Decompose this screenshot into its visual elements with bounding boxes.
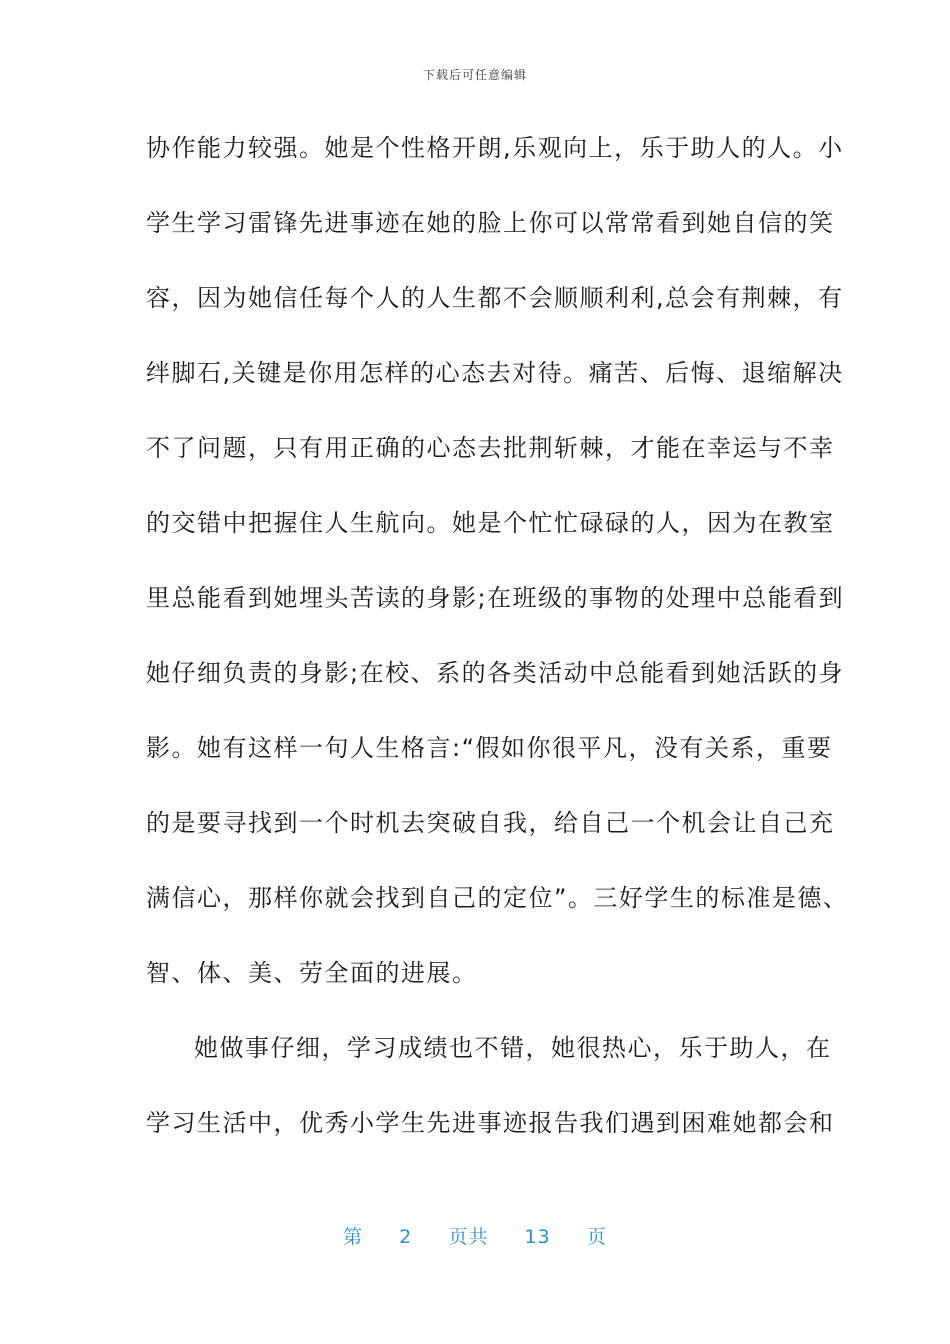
total-pages-number: 13	[524, 1226, 551, 1248]
page-number-footer	[0, 1222, 950, 1249]
text-line: 的是要寻找到一个时机去突破自我，给自己一个机会让自己充	[146, 809, 835, 837]
text-line: 绊脚石,关键是你用怎样的心态去对待。痛苦、后悔、退缩解决	[146, 359, 844, 387]
document-body	[146, 128, 849, 1178]
footer-suffix: 页	[586, 1226, 607, 1248]
text-line: 协作能力较强。她是个性格开朗,乐观向上，乐于助人的人。小	[146, 134, 844, 162]
paragraph-first-line: 她做事仔细，学习成绩也不错，她很热心，乐于助人，在	[194, 1034, 832, 1062]
text-line: 满信心，那样你就会找到自己的定位”。三好学生的标准是德、	[146, 884, 849, 912]
text-line: 里总能看到她埋头苦读的身影;在班级的事物的处理中总能看到	[146, 584, 845, 612]
text-line: 的交错中把握住人生航向。她是个忙忙碌碌的人，因为在教室	[146, 509, 835, 537]
text-line: 学习生活中，优秀小学生先进事迹报告我们遇到困难她都会和	[146, 1109, 835, 1137]
text-line: 学生学习雷锋先进事迹在她的脸上你可以常常看到她自信的笑	[146, 209, 835, 237]
text-line: 不了问题，只有用正确的心态去批荆斩棘，才能在幸运与不幸	[146, 434, 835, 462]
text-line: 影。她有这样一句人生格言:“假如你很平凡，没有关系，重要	[146, 734, 833, 762]
footer-prefix: 第	[343, 1226, 364, 1248]
footer-middle: 页共	[448, 1226, 489, 1248]
text-line: 她仔细负责的身影;在校、系的各类活动中总能看到她活跃的身	[146, 659, 845, 687]
current-page-number: 2	[399, 1226, 413, 1248]
text-line: 容，因为她信任每个人的人生都不会顺顺利利,总会有荆棘，有	[146, 284, 844, 312]
header-note: 下载后可任意编辑	[422, 68, 527, 82]
text-line: 智、体、美、劳全面的进展。	[146, 959, 478, 987]
